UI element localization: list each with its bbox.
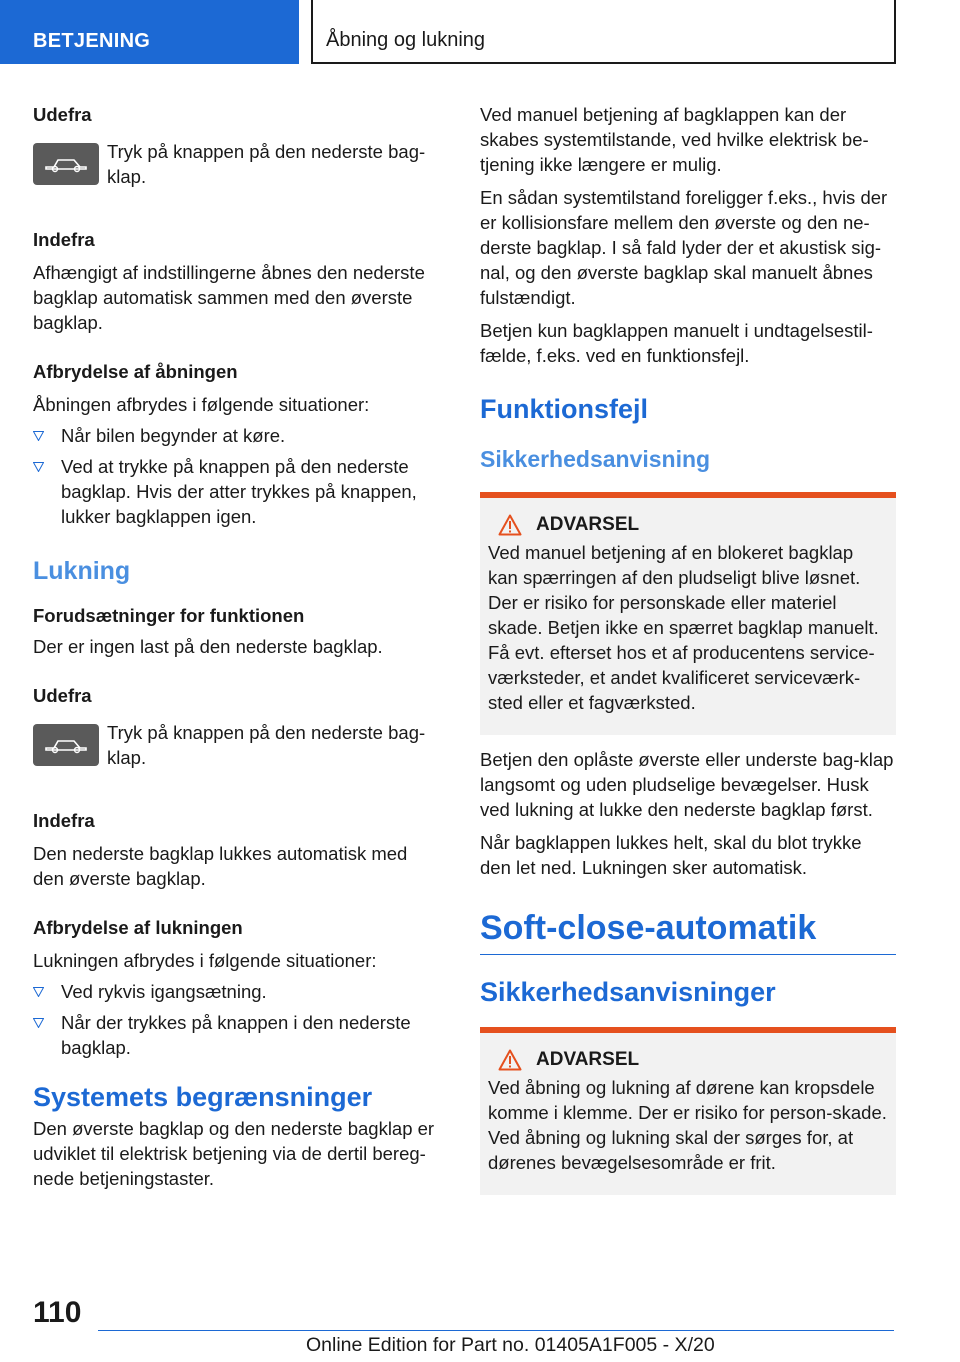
warning-title: ADVARSEL xyxy=(498,514,888,536)
afbryd-open-heading: Afbrydelse af åbningen xyxy=(33,361,238,382)
list-item: Når bilen begynder at køre. xyxy=(33,423,443,448)
page-number: 110 xyxy=(33,1296,82,1329)
section-label: BETJENING xyxy=(33,30,151,52)
forud-heading: Forudsætninger for funktionen xyxy=(33,605,305,626)
button-instruction xyxy=(33,720,443,770)
sikkerhed2-heading: Sikkerhedsanvisninger xyxy=(480,977,776,1007)
section-tab xyxy=(0,0,299,64)
warning-text: Ved åbning og lukning af dørene kan kropsdele komme i klemme. Der er risiko for person-skade. Ved åbning og lukning skal der sørges for, at dørenes bevægelsesområde er frit. xyxy=(488,1077,887,1173)
right-column xyxy=(480,102,896,1195)
warning-box xyxy=(480,1027,896,1195)
footer-divider xyxy=(98,1330,894,1331)
afbryd-open-text: Åbningen afbrydes i følgende situationer: xyxy=(33,394,370,415)
afbryd-close-list xyxy=(33,979,443,1060)
warning-triangle-icon xyxy=(498,514,522,536)
paragraph: Betjen den oplåste øverste eller underste bag-klap langsomt og uden pludselige bevægelser. Husk ved lukning at lukke den nederste bagklap først. xyxy=(480,749,894,820)
warning-triangle-icon xyxy=(498,1049,522,1071)
indefra2-heading: Indefra xyxy=(33,810,95,831)
paragraph: Betjen kun bagklappen manuelt i undtagelsestil-fælde, f.eks. ved en funktionsfejl. xyxy=(480,320,873,366)
triangle-bullet-icon xyxy=(33,462,44,472)
system-text: Den øverste bagklap og den nederste bagklap er udviklet til elektrisk betjening via de dertil bereg-nede betjeningstaster. xyxy=(33,1118,435,1189)
warning-title: ADVARSEL xyxy=(498,1049,888,1071)
afbryd-close-heading: Afbrydelse af lukningen xyxy=(33,917,243,938)
car-tailgate-button-icon xyxy=(33,143,99,185)
system-heading: Systemets begrænsninger xyxy=(33,1082,373,1112)
left-column xyxy=(33,102,443,1191)
chapter-title: Åbning og lukning xyxy=(326,29,486,51)
warning-text: Ved manuel betjening af en blokeret bagklap kan spærringen af den pludseligt blive løsnet. Der er risiko for personskade eller materiel skade. Betjen ikke en spærret bagklap manuelt. Få evt. efterset hos et af producentens service-værksteder, et andet kvalificeret serviceværk-sted eller et fagværksted. xyxy=(488,542,879,713)
list-item: Ved rykvis igangsætning. xyxy=(33,979,443,1004)
funktionsfejl-heading: Funktionsfejl xyxy=(480,394,648,424)
forud-text: Der er ingen last på den nederste bagklap. xyxy=(33,636,383,657)
udefra-text: Tryk på knappen på den nederste bag-klap. xyxy=(107,141,426,187)
indefra-heading: Indefra xyxy=(33,229,95,250)
car-tailgate-button-icon xyxy=(33,724,99,766)
lukning-heading: Lukning xyxy=(33,557,131,585)
warning-box xyxy=(480,492,896,735)
list-item: Ved at trykke på knappen på den nederste bagklap. Hvis der atter trykkes på knappen, lukker bagklappen igen. xyxy=(33,454,443,529)
footer-edition: Online Edition for Part no. 01405A1F005 - X/20 xyxy=(306,1334,715,1356)
indefra2-text: Den nederste bagklap lukkes automatisk med den øverste bagklap. xyxy=(33,843,408,889)
afbryd-open-list xyxy=(33,423,443,529)
paragraph: En sådan systemtilstand foreligger f.eks., hvis der er kollisionsfare mellem den øverste og den ne-derste bagklap. I så fald lyder der et akustisk sig-nal, og den øverste bagklap skal manuelt åbnes fulstændigt. xyxy=(480,187,888,308)
paragraph: Når bagklappen lukkes helt, skal du blot trykke den let ned. Lukningen sker automatisk. xyxy=(480,832,862,878)
triangle-bullet-icon xyxy=(33,987,44,997)
udefra2-text: Tryk på knappen på den nederste bag-klap. xyxy=(107,722,426,768)
chapter-tab xyxy=(311,0,896,64)
triangle-bullet-icon xyxy=(33,431,44,441)
udefra2-heading: Udefra xyxy=(33,685,92,706)
softclose-heading: Soft-close-automatik xyxy=(480,906,896,955)
udefra-heading: Udefra xyxy=(33,104,92,125)
indefra-text: Afhængigt af indstillingerne åbnes den nederste bagklap automatisk sammen med den øverste bagklap. xyxy=(33,262,425,333)
sikkerhed-heading: Sikkerhedsanvisning xyxy=(480,446,711,472)
triangle-bullet-icon xyxy=(33,1018,44,1028)
list-item: Når der trykkes på knappen i den nederste bagklap. xyxy=(33,1010,443,1060)
afbryd-close-text: Lukningen afbrydes i følgende situationer: xyxy=(33,950,377,971)
button-instruction xyxy=(33,139,443,189)
paragraph: Ved manuel betjening af bagklappen kan der skabes systemtilstande, ved hvilke elektrisk be-tjening ikke længere er mulig. xyxy=(480,104,869,175)
